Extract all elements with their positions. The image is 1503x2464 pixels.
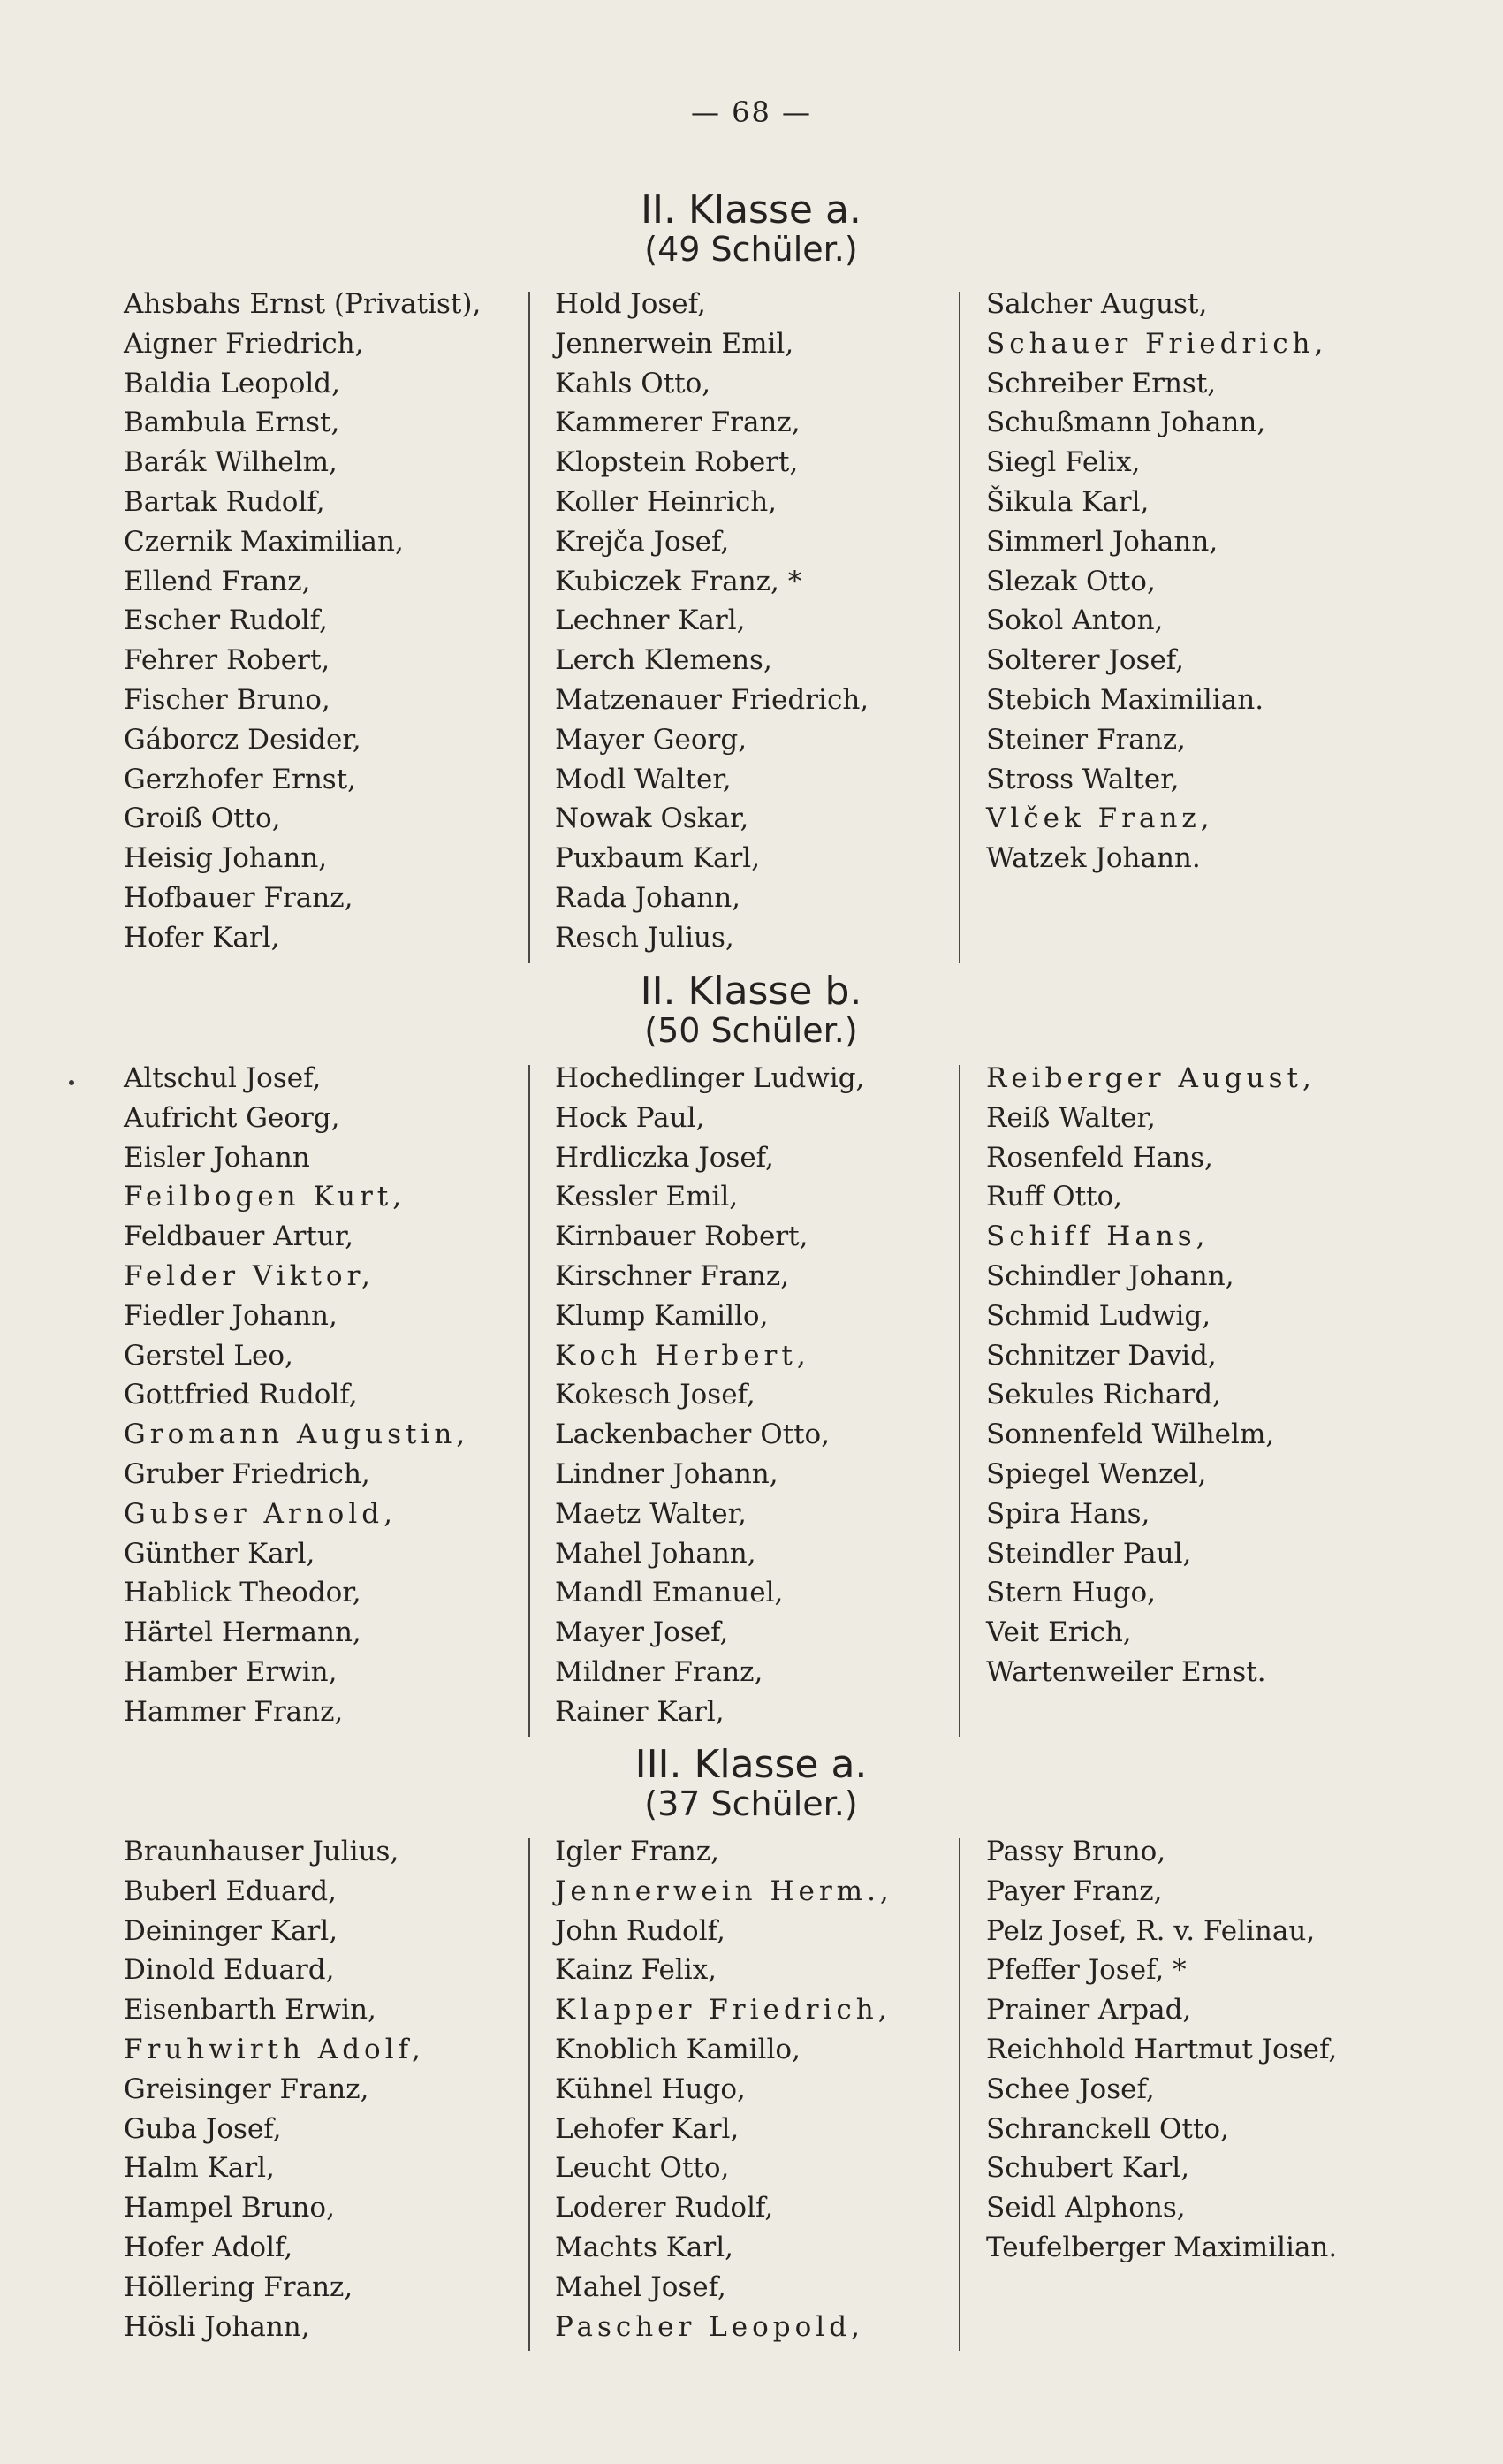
student-name: Resch Julius, (555, 921, 734, 954)
student-name: Koller Heinrich, (555, 485, 778, 518)
student-name: Schranckell Otto, (986, 2112, 1229, 2145)
student-name: Fehrer Robert, (124, 644, 330, 677)
student-name: Schmid Ludwig, (986, 1299, 1211, 1332)
student-name: Fiedler Johann, (124, 1299, 338, 1332)
student-name: Mayer Josef, (555, 1616, 729, 1649)
name-list-2a-col2 (555, 285, 869, 958)
student-name: Hold Josef, (555, 288, 706, 320)
student-name: Vlček Franz, (986, 802, 1214, 835)
student-name: Deininger Karl, (124, 1914, 338, 1947)
student-name: Schreiber Ernst, (986, 367, 1217, 399)
section-heading-2a (530, 187, 972, 269)
student-name: Mandl Emanuel, (555, 1577, 784, 1609)
student-name: Veit Erich, (986, 1616, 1132, 1649)
student-name: Wartenweiler Ernst. (986, 1655, 1266, 1688)
student-name: Machts Karl, (555, 2231, 733, 2263)
page-number: — 68 — (690, 95, 813, 129)
name-list-3a-col3 (986, 1832, 1337, 2268)
student-name: Šikula Karl, (986, 485, 1150, 518)
student-name: Kessler Emil, (555, 1181, 739, 1213)
student-name: Buberl Eduard, (124, 1875, 337, 1907)
student-name: Hock Paul, (555, 1101, 705, 1134)
student-name: Kainz Felix, (555, 1954, 717, 1987)
student-name: Schee Josef, (986, 2072, 1155, 2105)
student-name: Lerch Klemens, (555, 644, 772, 677)
student-name: Slezak Otto, (986, 565, 1156, 597)
student-name: Bartak Rudolf, (124, 485, 325, 518)
student-name: Dinold Eduard, (124, 1954, 335, 1987)
student-name: Rosenfeld Hans, (986, 1141, 1213, 1174)
student-name: Baldia Leopold, (124, 367, 340, 399)
student-name: Gottfried Rudolf, (124, 1379, 358, 1411)
student-name: Felder Viktor, (124, 1259, 375, 1292)
student-name: Fischer Bruno, (124, 683, 330, 716)
student-name: Hofbauer Franz, (124, 881, 353, 914)
student-name: Hösli Johann, (124, 2310, 310, 2343)
student-name: Rada Johann, (555, 881, 741, 914)
student-name: Kubiczek Franz, * (555, 565, 802, 597)
student-name: Groiß Otto, (124, 802, 281, 835)
student-name: Leucht Otto, (555, 2152, 730, 2185)
student-name: Hrdliczka Josef, (555, 1141, 774, 1174)
student-name: Gruber Friedrich, (124, 1457, 370, 1490)
student-name: Heisig Johann, (124, 842, 328, 875)
student-name: Halm Karl, (124, 2152, 275, 2185)
student-name: Kahls Otto, (555, 367, 711, 399)
student-name: Ellend Franz, (124, 565, 311, 597)
student-name: John Rudolf, (555, 1914, 725, 1947)
section-title: III. Klasse a. (634, 1742, 868, 1787)
student-name: Hofer Adolf, (124, 2231, 293, 2263)
student-name: Sokol Anton, (986, 605, 1164, 637)
student-name: Hofer Karl, (124, 921, 280, 954)
student-name: Bambula Ernst, (124, 407, 340, 439)
section-subtitle: (49 Schüler.) (644, 230, 858, 269)
student-name: Rainer Karl, (555, 1695, 725, 1728)
student-name: Greisinger Franz, (124, 2072, 369, 2105)
student-name: Gáborcz Desider, (124, 723, 361, 756)
student-name: Sonnenfeld Wilhelm, (986, 1418, 1275, 1451)
student-name: Reichhold Hartmut Josef, (986, 2033, 1338, 2065)
student-name: Lechner Karl, (555, 605, 746, 637)
student-name: Mahel Josef, (555, 2270, 726, 2303)
student-name: Passy Bruno, (986, 1836, 1166, 1867)
student-name: Klopstein Robert, (555, 446, 799, 479)
student-name: Hablick Theodor, (124, 1577, 361, 1609)
student-name: Hammer Franz, (124, 1695, 344, 1728)
column-divider (528, 292, 530, 963)
student-name: Pascher Leopold, (555, 2310, 864, 2343)
student-name: Kirnbauer Robert, (555, 1221, 808, 1253)
column-divider (959, 1838, 960, 2351)
student-name: Nowak Oskar, (555, 802, 749, 835)
student-name: Feilbogen Kurt, (124, 1181, 406, 1213)
student-name: Klapper Friedrich, (555, 1994, 892, 2027)
section-heading-2b (530, 969, 972, 1050)
student-name: Guba Josef, (124, 2112, 282, 2145)
section-title: II. Klasse a. (641, 187, 862, 232)
name-list-3a-col2 (555, 1832, 893, 2346)
student-name: Lackenbacher Otto, (555, 1418, 831, 1451)
student-name: Siegl Felix, (986, 446, 1141, 479)
student-name: Steiner Franz, (986, 723, 1186, 756)
student-name: Gerzhofer Ernst, (124, 763, 357, 795)
student-name: Stross Walter, (986, 763, 1180, 795)
section-title: II. Klasse b. (640, 969, 862, 1014)
student-name: Stern Hugo, (986, 1577, 1157, 1609)
student-name: Eisler Johann (124, 1141, 310, 1174)
student-name: Gubser Arnold, (124, 1497, 397, 1530)
student-name: Prainer Arpad, (986, 1994, 1192, 2027)
name-list-2a-col3 (986, 285, 1327, 878)
student-name: Gromann Augustin, (124, 1418, 470, 1451)
student-name: Feldbauer Artur, (124, 1221, 354, 1253)
column-divider (528, 1065, 530, 1737)
student-name: Kirschner Franz, (555, 1259, 790, 1292)
student-name: Schindler Johann, (986, 1259, 1234, 1292)
student-name: Solterer Josef, (986, 644, 1185, 677)
student-name: Mildner Franz, (555, 1655, 763, 1688)
student-name: Kammerer Franz, (555, 407, 801, 439)
student-name: Jennerwein Emil, (555, 327, 794, 360)
student-name: Hamber Erwin, (124, 1655, 338, 1688)
student-name: Aigner Friedrich, (124, 327, 364, 360)
student-name: Krejča Josef, (555, 525, 730, 558)
student-name: Braunhauser Julius, (124, 1836, 399, 1867)
student-name: Hampel Bruno, (124, 2192, 335, 2224)
student-name: Ruff Otto, (986, 1181, 1123, 1213)
student-name: Altschul Josef, (124, 1062, 322, 1094)
name-list-2a-col1 (124, 285, 481, 958)
section-heading-3a (530, 1742, 972, 1823)
section-subtitle: (37 Schüler.) (644, 1784, 858, 1823)
student-name: Watzek Johann. (986, 842, 1201, 875)
student-name: Gerstel Leo, (124, 1339, 293, 1372)
student-name: Koch Herbert, (555, 1339, 810, 1372)
student-name: Puxbaum Karl, (555, 842, 761, 875)
student-name: Knoblich Kamillo, (555, 2033, 801, 2065)
margin-dot (69, 1080, 74, 1085)
student-name: Igler Franz, (555, 1836, 719, 1867)
student-name: Schnitzer David, (986, 1339, 1217, 1372)
student-name: Czernik Maximilian, (124, 525, 404, 558)
student-name: Höllering Franz, (124, 2270, 353, 2303)
student-name: Simmerl Johann, (986, 525, 1218, 558)
student-name: Spiegel Wenzel, (986, 1457, 1207, 1490)
name-list-2b-col1 (124, 1059, 469, 1732)
student-name: Jennerwein Herm., (555, 1875, 893, 1907)
student-name: Steindler Paul, (986, 1537, 1192, 1570)
student-name: Salcher August, (986, 288, 1208, 320)
student-name: Hochedlinger Ludwig, (555, 1062, 865, 1094)
name-list-3a-col1 (124, 1832, 425, 2346)
student-name: Lehofer Karl, (555, 2112, 740, 2145)
student-name: Kokesch Josef, (555, 1379, 755, 1411)
column-divider (959, 1065, 960, 1737)
student-name: Mahel Johann, (555, 1537, 756, 1570)
student-name: Payer Franz, (986, 1875, 1163, 1907)
student-name: Pelz Josef, R. v. Felinau, (986, 1914, 1316, 1947)
student-name: Sekules Richard, (986, 1379, 1221, 1411)
student-name: Pfeffer Josef, * (986, 1954, 1187, 1987)
student-name: Matzenauer Friedrich, (555, 683, 869, 716)
student-name: Modl Walter, (555, 763, 732, 795)
student-name: Kühnel Hugo, (555, 2072, 746, 2105)
student-name: Schauer Friedrich, (986, 327, 1328, 360)
student-name: Loderer Rudolf, (555, 2192, 774, 2224)
student-name: Fruhwirth Adolf, (124, 2033, 425, 2065)
column-divider (959, 292, 960, 963)
student-name: Ahsbahs Ernst (Privatist), (124, 288, 482, 320)
section-subtitle: (50 Schüler.) (644, 1011, 858, 1050)
student-name: Maetz Walter, (555, 1497, 747, 1530)
student-name: Spira Hans, (986, 1497, 1150, 1530)
student-name: Schußmann Johann, (986, 407, 1266, 439)
student-name: Aufricht Georg, (124, 1101, 340, 1134)
student-name: Teufelberger Maximilian. (986, 2231, 1338, 2263)
student-name: Barák Wilhelm, (124, 446, 338, 479)
student-name: Lindner Johann, (555, 1457, 778, 1490)
student-name: Escher Rudolf, (124, 605, 328, 637)
student-name: Mayer Georg, (555, 723, 748, 756)
name-list-2b-col3 (986, 1059, 1316, 1692)
student-name: Eisenbarth Erwin, (124, 1994, 376, 2027)
student-name: Reiß Walter, (986, 1101, 1156, 1134)
student-name: Schiff Hans, (986, 1221, 1210, 1253)
student-name: Seidl Alphons, (986, 2192, 1186, 2224)
name-list-2b-col2 (555, 1059, 864, 1732)
student-name: Günther Karl, (124, 1537, 315, 1570)
student-name: Klump Kamillo, (555, 1299, 769, 1332)
student-name: Schubert Karl, (986, 2152, 1190, 2185)
student-name: Reiberger August, (986, 1062, 1316, 1094)
student-name: Härtel Hermann, (124, 1616, 361, 1649)
student-name: Stebich Maximilian. (986, 683, 1264, 716)
column-divider (528, 1838, 530, 2351)
